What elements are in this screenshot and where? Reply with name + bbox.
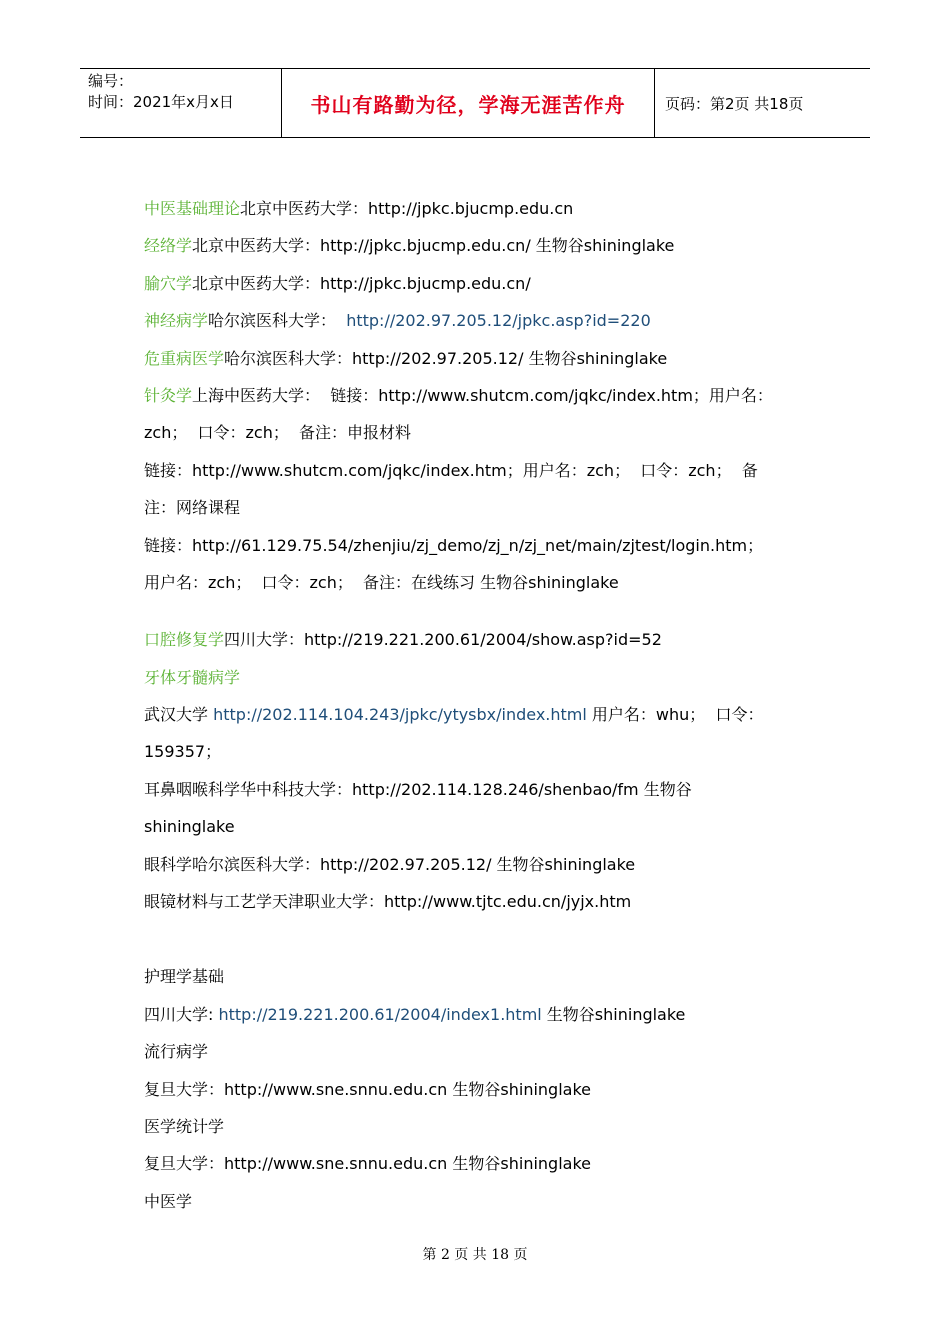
line-text: zch； 口令：zch； 备注：申报材料 xyxy=(144,423,412,443)
line-text: 哈尔滨医科大学： xyxy=(208,311,347,331)
text-line xyxy=(144,527,804,564)
text-line xyxy=(144,190,804,227)
line-text: 武汉大学 xyxy=(144,705,214,725)
spacer xyxy=(144,920,804,958)
line-text: 中医学 xyxy=(144,1191,193,1211)
text-line xyxy=(144,733,804,770)
course-title: 腧穴学 xyxy=(144,273,193,293)
course-title: 口腔修复学 xyxy=(144,630,225,650)
line-text: 上海中医药大学： 链接：http://www.shutcm.com/jqkc/index.htm；用户名： xyxy=(192,385,773,405)
text-line xyxy=(144,846,804,883)
line-text: shininglake xyxy=(144,817,235,837)
text-line xyxy=(144,1183,804,1220)
text-line xyxy=(144,1033,804,1070)
text-line xyxy=(144,883,804,920)
text-line xyxy=(144,414,804,451)
line-text: 北京中医药大学：http://jpkc.bjucmp.edu.cn/ xyxy=(192,273,531,293)
line-text: 注：网络课程 xyxy=(144,498,241,518)
text-line xyxy=(144,771,804,808)
course-title: 中医基础理论 xyxy=(144,199,241,218)
line-text: 流行病学 xyxy=(144,1042,209,1062)
text-line xyxy=(144,340,804,377)
course-title: 危重病医学 xyxy=(144,348,225,368)
text-line xyxy=(144,377,804,414)
text-line xyxy=(144,808,804,845)
text-line xyxy=(144,452,804,489)
line-text: 护理学基础 xyxy=(144,967,225,987)
text-line xyxy=(144,696,804,733)
text-line xyxy=(144,265,804,302)
document-number-label: 编号： xyxy=(88,72,134,90)
course-link[interactable]: http://202.97.205.12/jpkc.asp?id=220 xyxy=(346,311,651,331)
course-link[interactable]: http://219.221.200.61/2004/index1.html xyxy=(218,1004,542,1024)
line-text: 生物谷shininglake xyxy=(541,1004,686,1024)
line-text: 用户名：whu； 口令： xyxy=(586,705,764,725)
course-title: 经络学 xyxy=(144,236,193,256)
text-line xyxy=(144,1145,804,1182)
document-time: 时间：2021年x月x日 xyxy=(88,93,234,111)
line-text: 医学统计学 xyxy=(144,1116,225,1136)
text-line xyxy=(144,1108,804,1145)
text-line xyxy=(144,489,804,526)
spacer xyxy=(144,601,804,621)
line-text: 哈尔滨医科大学：http://202.97.205.12/ 生物谷shininglake xyxy=(224,348,668,368)
text-line xyxy=(144,659,804,696)
text-line xyxy=(144,621,804,658)
line-text: 复旦大学：http://www.sne.snnu.edu.cn 生物谷shininglake xyxy=(144,1154,591,1174)
course-title: 针灸学 xyxy=(144,385,193,405)
line-text: 耳鼻咽喉科学华中科技大学：http://202.114.128.246/shenbao/fm 生物谷 xyxy=(144,779,692,799)
line-text: 用户名：zch； 口令：zch； 备注：在线练习 生物谷shininglake xyxy=(144,572,619,592)
line-text: 复旦大学：http://www.sne.snnu.edu.cn 生物谷shininglake xyxy=(144,1079,591,1099)
text-line xyxy=(144,958,804,995)
header-motto: 书山有路勤为径，学海无涯苦作舟 xyxy=(281,69,655,137)
line-text: 眼科学哈尔滨医科大学：http://202.97.205.12/ 生物谷shininglake xyxy=(144,854,636,874)
line-text: 北京中医药大学：http://jpkc.bjucmp.edu.cn/ 生物谷shininglake xyxy=(192,236,675,256)
page-header xyxy=(80,68,870,138)
line-text: 四川大学: xyxy=(144,1004,219,1024)
course-title: 牙体牙髓病学 xyxy=(144,667,241,687)
document-body xyxy=(144,190,804,1220)
text-line xyxy=(144,1071,804,1108)
line-text: 眼镜材料与工艺学天津职业大学：http://www.tjtc.edu.cn/jyjx.htm xyxy=(144,892,632,912)
line-text: 链接：http://61.129.75.54/zhenjiu/zj_demo/zj_n/zj_net/main/zjtest/login.htm； xyxy=(144,535,764,555)
text-line xyxy=(144,996,804,1033)
line-text: 159357； xyxy=(144,742,222,762)
course-link[interactable]: http://202.114.104.243/jpkc/ytysbx/index.html xyxy=(213,705,587,725)
line-text: 四川大学：http://219.221.200.61/2004/show.asp?id=52 xyxy=(224,630,662,650)
page-footer: 第 2 页 共 18 页 xyxy=(422,1247,528,1263)
line-text: 北京中医药大学：http://jpkc.bjucmp.edu.cn xyxy=(240,199,574,218)
line-text: 链接：http://www.shutcm.com/jqkc/index.htm；用户名：zch； 口令：zch； 备 xyxy=(144,460,758,480)
header-page-info: 页码：第2页 共18页 xyxy=(665,94,804,113)
text-line xyxy=(144,564,804,601)
course-title: 神经病学 xyxy=(144,311,209,331)
header-meta xyxy=(80,69,281,137)
text-line xyxy=(144,227,804,264)
text-line xyxy=(144,302,804,339)
